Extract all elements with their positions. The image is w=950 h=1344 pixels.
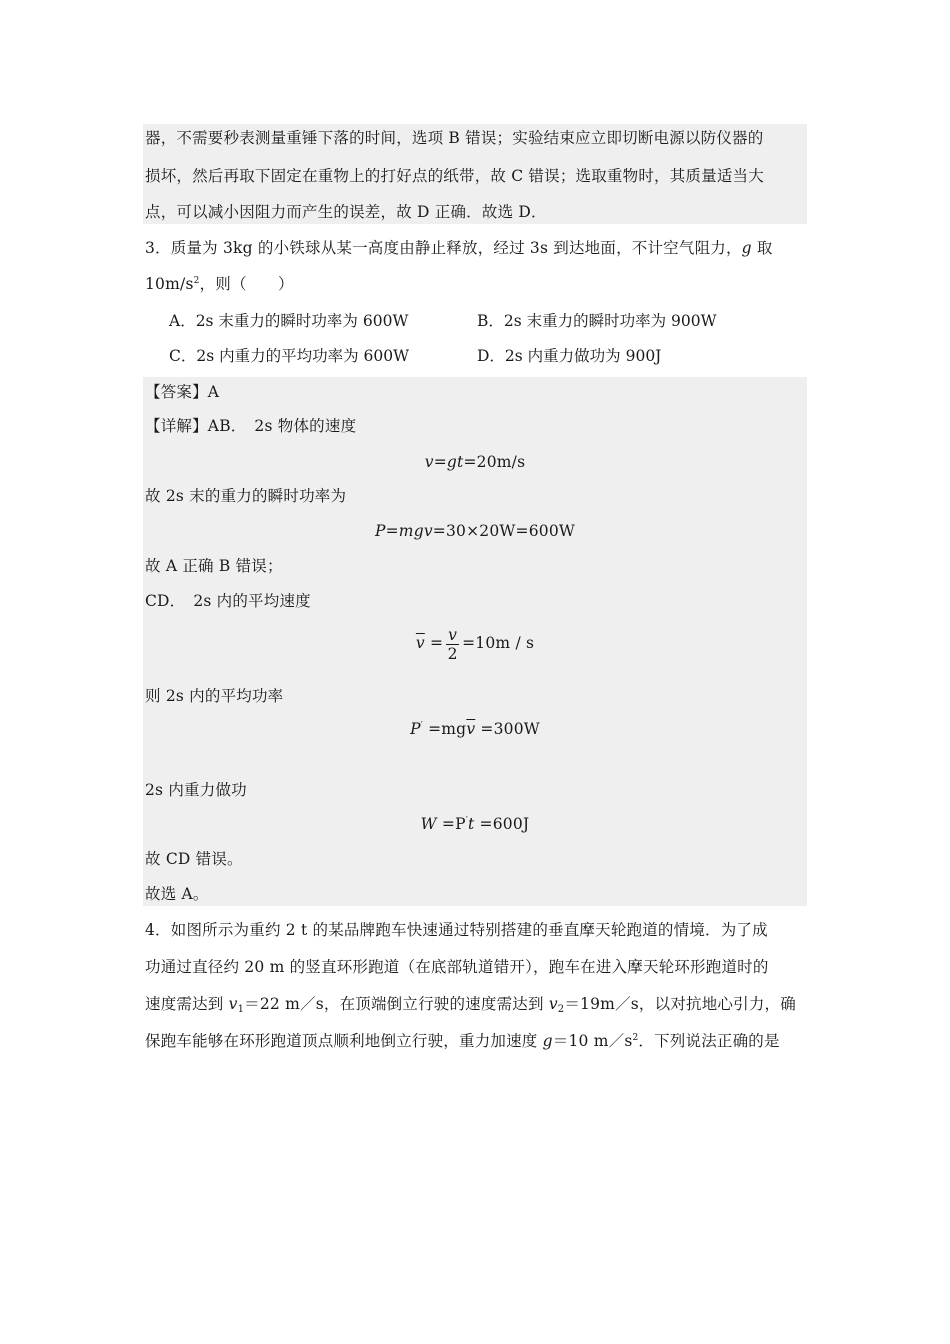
q4-v1-sub: 1 xyxy=(237,1004,245,1015)
q3-option-a: A．2s 末重力的瞬时功率为 600W xyxy=(169,312,409,330)
detail-text-2: 故 2s 末的重力的瞬时功率为 xyxy=(145,487,347,505)
detail-text-6: 2s 内重力做功 xyxy=(145,781,247,799)
q3-stem-tail: ，则（ ） xyxy=(199,275,294,293)
eq1-equals: = xyxy=(433,453,447,471)
detail-text-4: CD． 2s 内的平均速度 xyxy=(145,592,311,610)
eq5-w: W xyxy=(420,815,437,833)
q3-unit: 10m/s xyxy=(145,275,194,293)
eq5-rhs: =600J xyxy=(474,815,530,833)
q3-unit-exponent: 2 xyxy=(193,276,200,286)
q4-g: g xyxy=(542,1032,553,1050)
q4-line4-a: 保跑车能够在环形跑道顶点顺利地倒立行驶，重力加速度 xyxy=(145,1032,543,1050)
eq2-v: v xyxy=(423,522,433,540)
detail-text-3: 故 A 正确 B 错误； xyxy=(145,557,283,575)
detail-heading: 【详解】AB． 2s 物体的速度 xyxy=(145,417,357,435)
q4-line3-c: ＝19m／s，以对抗地心引力，确 xyxy=(564,995,796,1013)
q3-option-d: D．2s 内重力做功为 900J xyxy=(477,347,662,365)
q3-option-c: C．2s 内重力的平均功率为 600W xyxy=(169,347,410,365)
q3-option-b: B．2s 末重力的瞬时功率为 900W xyxy=(477,312,717,330)
equation-work xyxy=(0,814,950,834)
prev-solution-line-1: 器，不需要秒表测量重锤下落的时间，选项 B 错误；实验结束应立即切断电源以防仪器的 xyxy=(145,129,764,147)
q4-v2-sub: 2 xyxy=(557,1004,565,1015)
q4-line3-b: ＝22 m／s，在顶端倒立行驶的速度需达到 xyxy=(244,995,549,1013)
eq2-rhs: =30×20W=600W xyxy=(432,522,576,540)
q4-line-1: 4．如图所示为重约 2 t 的某品牌跑车快速通过特别搭建的垂直摩天轮跑道的情境．为了成 xyxy=(145,921,768,939)
equation-velocity xyxy=(0,452,950,472)
q4-line-4 xyxy=(145,1031,780,1051)
answer-line: 【答案】A xyxy=(145,383,220,401)
eq2-equals: = xyxy=(385,522,399,540)
q3-stem-text: 3．质量为 3kg 的小铁球从某一高度由静止释放，经过 3s 到达地面，不计空气阻力， xyxy=(145,239,742,257)
eq4-rhs: =300W xyxy=(475,720,540,738)
detail-text-5: 则 2s 内的平均功率 xyxy=(145,687,284,705)
eq1-g: g xyxy=(446,453,458,471)
prev-solution-line-2: 损坏，然后再取下固定在重物上的打好点的纸带，故 C 错误；选取重物时，其质量适当大 xyxy=(145,167,764,185)
eq3-vbar: $\overline{v}$ xyxy=(415,634,425,652)
eq1-rhs: =20m/s xyxy=(463,453,526,471)
q3-stem-g: g xyxy=(741,239,752,257)
eq2-p: P xyxy=(374,522,386,540)
eq2-g: g xyxy=(413,522,424,540)
q4-v1: v xyxy=(228,995,238,1013)
eq1-t: t xyxy=(457,453,464,471)
eq1-v: v xyxy=(424,453,434,471)
detail-text-7: 故 CD 错误。 xyxy=(145,850,243,868)
eq4-p: P xyxy=(410,720,421,738)
eq2-m: m xyxy=(398,522,414,540)
equation-power xyxy=(0,521,950,541)
eq5-prime: ′ xyxy=(465,816,468,826)
prev-solution-line-3: 点，可以减小因阻力而产生的误差，故 D 正确．故选 D． xyxy=(145,203,547,221)
q4-line-2: 功通过直径约 20 m 的竖直环形跑道（在底部轨道错开），跑车在进入摩天轮环形跑道时的 xyxy=(145,958,769,976)
q4-v2: v xyxy=(548,995,558,1013)
eq4-vbar: $\overline{v}$ xyxy=(466,720,476,738)
q4-line4-sup: 2 xyxy=(632,1033,639,1043)
q4-line-3 xyxy=(145,994,796,1014)
eq3-denominator: 2 xyxy=(447,644,458,663)
eq5-mid: =P xyxy=(436,815,466,833)
q3-stem-line-2 xyxy=(145,274,294,294)
equation-average-power xyxy=(0,719,950,739)
detail-text-8: 故选 A。 xyxy=(145,885,209,903)
q4-line4-b: ＝10 m／s xyxy=(552,1032,633,1050)
q3-stem-line-1 xyxy=(145,238,773,258)
q4-line4-c: ．下列说法正确的是 xyxy=(638,1032,780,1050)
eq3-rhs: =10m / s xyxy=(462,634,535,652)
eq3-numerator: v xyxy=(448,625,458,644)
equation-average-velocity xyxy=(0,624,950,663)
eq3-equals: = xyxy=(424,634,444,652)
eq4-prime: ′ xyxy=(420,721,423,731)
eq4-mid: =mg xyxy=(422,720,467,738)
eq5-t: t xyxy=(467,815,475,833)
q3-stem-end: 取 xyxy=(751,239,773,257)
q4-line3-a: 速度需达到 xyxy=(145,995,229,1013)
eq3-fraction xyxy=(446,626,459,663)
